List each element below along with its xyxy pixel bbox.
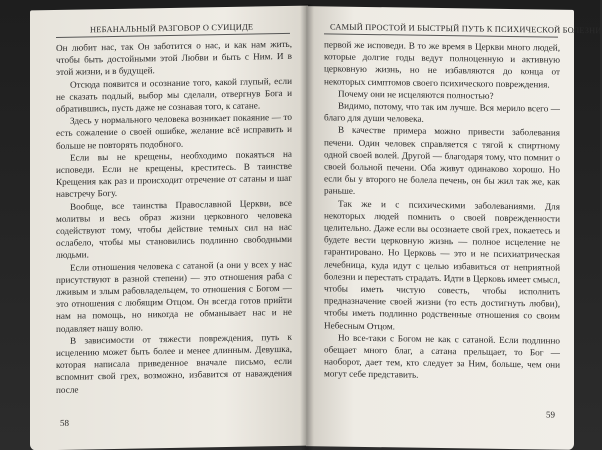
right-paragraph-2: Почему они не исцеляются полностью? bbox=[338, 88, 494, 101]
left-paragraph-7: В зависимости от тяжести повреждения, путь к исцелению может быть более и менее длинным. Девушка, которая написала приведенное вначале письмо, если вспомнит свой грех, возможно, избавится от наваждения после bbox=[56, 331, 292, 395]
left-page-text bbox=[56, 38, 292, 396]
right-page bbox=[306, 6, 602, 450]
left-running-header: НЕБАНАЛЬНЫЙ РАЗГОВОР О СУИЦИДЕ bbox=[90, 22, 254, 35]
right-paragraph-6: Но все-таки с Богом не как с сатаной. Если подлинно обещает много благ, а сатана прельщает, то Бог — наоборот, дает тем, кто следует за Ним, больше, чем они могут себе представить. bbox=[324, 332, 560, 381]
right-paragraph-4: В качестве примера можно привести заболевания печени. Один человек справляется с тягой к спиртному одной своей волей. Другой — благодаря тому, что помнит о своей больной печени. Оба живут одинаково хорошо. Но если бы у второго не болела печень, он бы жил так же, как раньше. bbox=[324, 124, 560, 197]
right-page-number: 59 bbox=[546, 409, 555, 420]
left-paragraph-4: Если вы не крещены, необходимо покаяться на исповеди. Если не крещены, креститесь. В таинстве Крещения как раз и происходит отречение от сатаны и шаг навстречу Богу. bbox=[56, 148, 292, 200]
right-running-header: САМЫЙ ПРОСТОЙ И БЫСТРЫЙ ПУТЬ К ПСИХИЧЕСКОЙ БОЛЕЗНИ bbox=[330, 22, 602, 36]
left-page-number: 58 bbox=[60, 417, 69, 428]
book-gutter-shadow bbox=[300, 4, 314, 450]
right-paragraph-1: первой же исповеди. В то же время в Церкви много людей, которые долгие годы ведут полноценную и активную церковную жизнь, но не избавляются до конца от некоторых симптомов своего психического повреждения. bbox=[324, 39, 560, 90]
right-page-text bbox=[324, 38, 560, 383]
left-paragraph-5: Вообще, все таинства Православной Церкви, все молитвы и весь образ жизни церковного человека содействуют тому, чтобы действие темных сил на нас ослабело, чтобы мы становились подлинно свободными людьми. bbox=[56, 197, 292, 261]
left-paragraph-6: Если отношения человека с сатаной (а они у всех у нас присутствуют в разной степени) — это отношения раба с лживым и злым рабовладельцем, то отношения с Богом — это отношения с любящим Отцом. Он всегда готов прийти нам на помощь, но никогда не обманывает нас и не подавляет нашу волю. bbox=[56, 258, 292, 334]
left-page bbox=[30, 6, 308, 450]
left-paragraph-1: Он любит нас, так Он заботится о нас, и как нам жить, чтобы быть достойными этой Любви и быть с Ним. И в этой жизни, и в будущей. bbox=[56, 38, 292, 78]
right-paragraph-3: Видимо, потому, что так им лучше. Вся мерило всего — благо для души человека. bbox=[324, 100, 560, 124]
left-paragraph-3: Здесь у нормального человека возникает покаяние — то есть сожаление о своей ошибке, желание всё исправить и больше не повторять подобного. bbox=[56, 112, 292, 151]
right-paragraph-5: Так же и с психическими заболеваниями. Для некоторых людей помнить о своей поврежденности целительно. Даже если вы осознаете свой грех, покаетесь и будете вести церковную жизнь — полное исцеление не гарантировано. Но Церковь — это и не психиатрическая лечебница, куда идут с целью избавиться от неприятной болезни и перестать страдать. Идти в Церковь имеет смысл, чтобы иметь чистую совесть, чтобы исполнить предназначение своей жизни (то есть достигнуть любви), чтобы иметь подлинно родственные отношения со своим Небесным Отцом. bbox=[324, 198, 560, 332]
left-paragraph-2: Отсюда появится и осознание того, какой глупый, если не сказать подлый, выбор мы сделали, отвергнув Бога и обратившись, пусть даже не сознавая того, к сатане. bbox=[56, 75, 292, 114]
